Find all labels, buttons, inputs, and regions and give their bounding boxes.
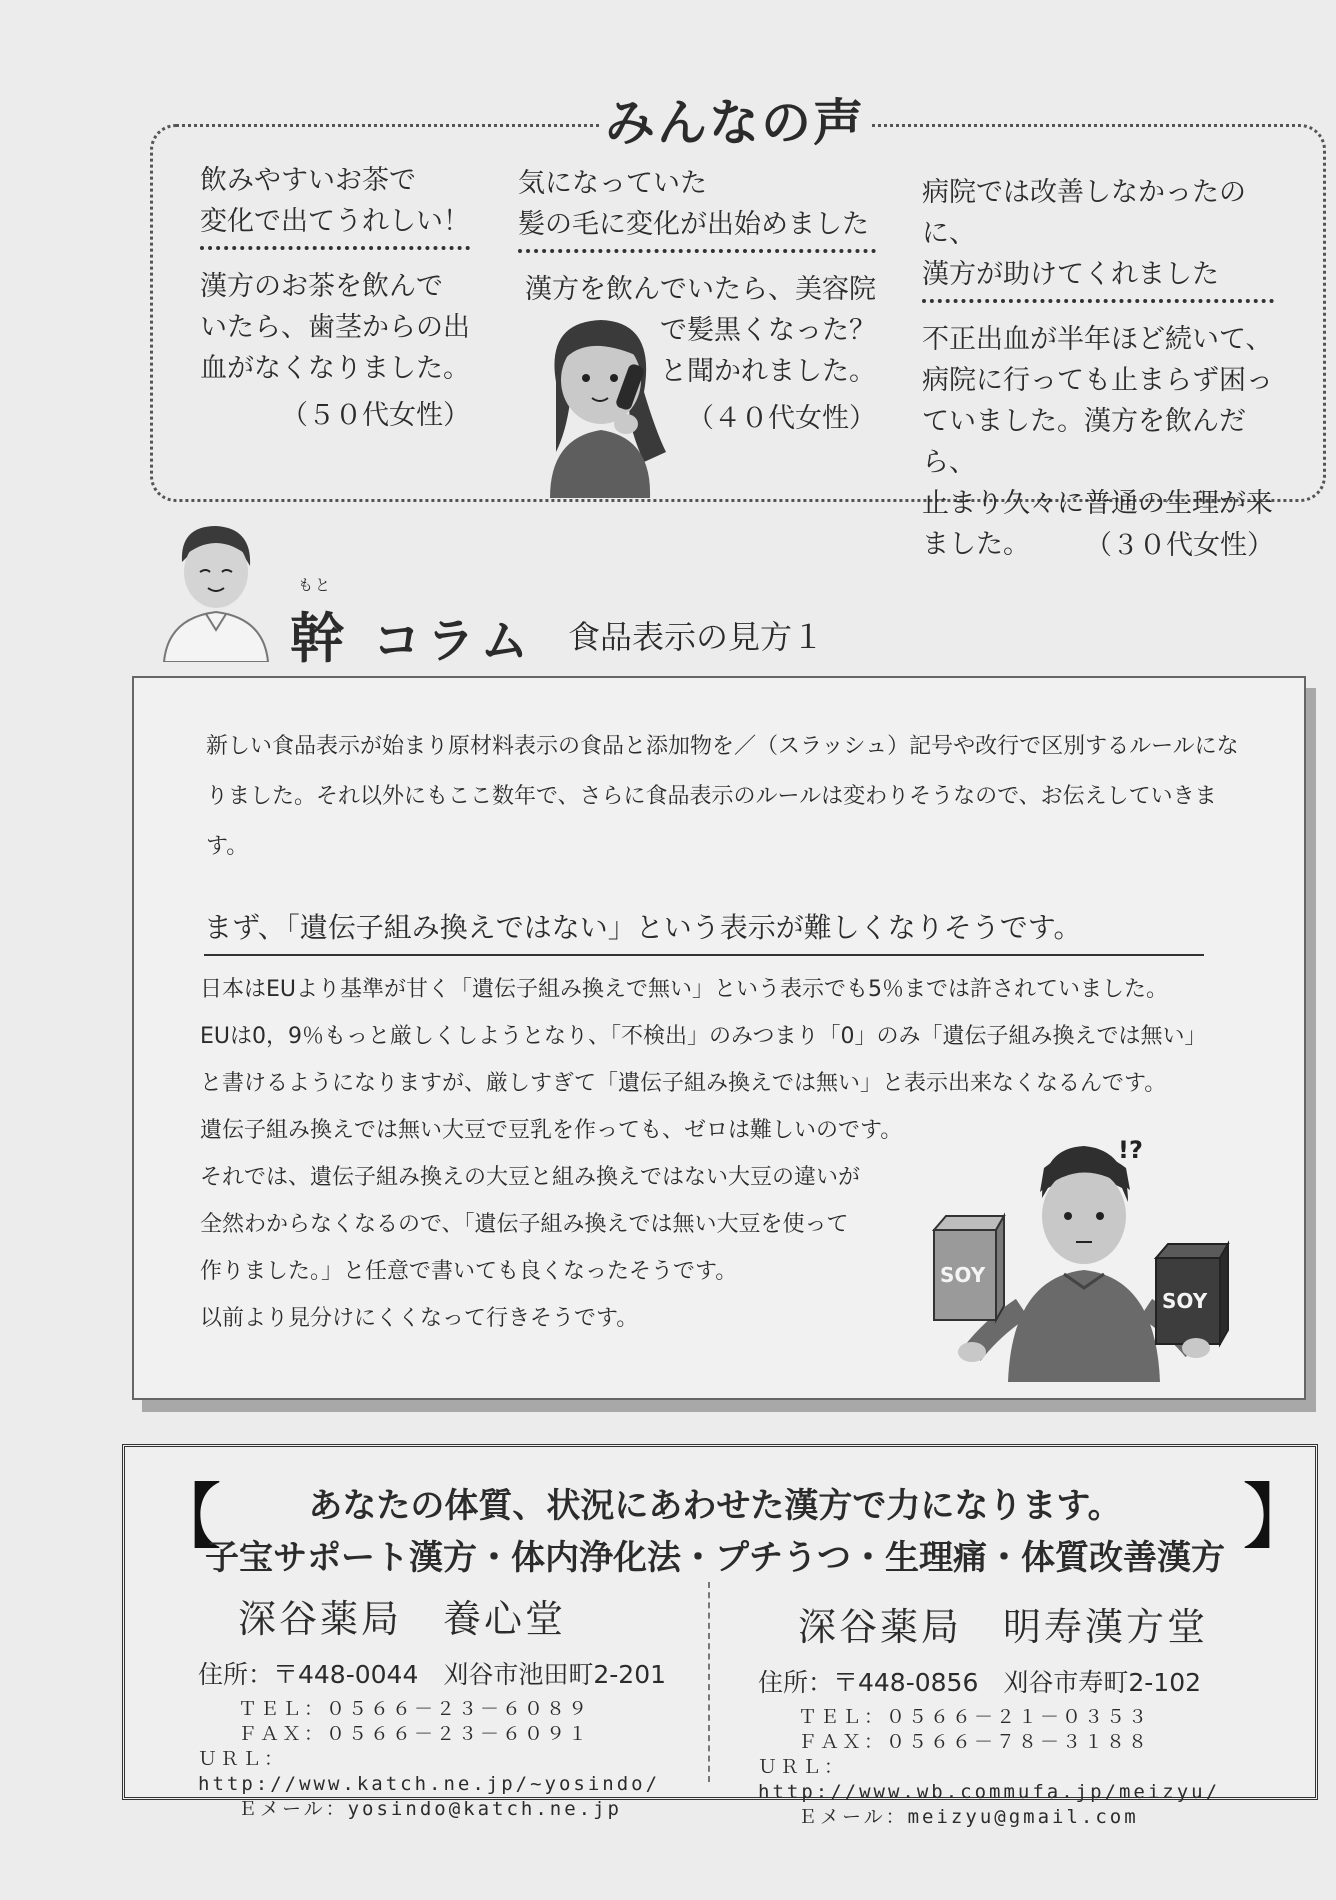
shop-address: 住所：〒448-0044 刈谷市池田町2-201 bbox=[198, 1660, 667, 1689]
voice-heading bbox=[200, 160, 470, 242]
voice-body-line: 不正出血が半年ほど続いて、 bbox=[922, 324, 1273, 355]
column-body-line: 全然わからなくなるので、「遺伝子組み換えでは無い大豆を使って bbox=[200, 1212, 849, 1237]
tagline-line: 子宝サポート漢方・体内浄化法・プチうつ・生理痛・体質改善漢方 bbox=[205, 1538, 1225, 1578]
voice-body bbox=[200, 266, 470, 389]
voice-body-line: と聞かれました。 bbox=[660, 356, 876, 387]
voice-heading-line: 髪の毛に変化が出始めました bbox=[518, 209, 869, 240]
column-title-kanji: 幹 bbox=[290, 607, 350, 670]
column-title-label: コラム bbox=[372, 613, 535, 669]
voice-heading-line: 飲みやすいお茶で bbox=[200, 165, 416, 196]
shop-email[interactable]: Ｅメール：yosindo@katch.ne.jp bbox=[238, 1798, 622, 1820]
column-body-line: 作りました。」と任意で書いても良くなったそうです。 bbox=[200, 1259, 738, 1284]
shop-tel: ＴＥＬ：０５６６－２１－０３５３ bbox=[798, 1706, 1151, 1728]
column-body-line: EUは0，9％もっと厳しくしようとなり、「不検出」のみつまり「0」のみ「遺伝子組み換えでは無い」 bbox=[200, 1024, 1207, 1049]
column-title-ruby: もと bbox=[298, 576, 333, 594]
voice-age: （３０代女性） bbox=[1085, 530, 1274, 561]
voices-title: みんなの声 bbox=[600, 88, 870, 158]
shop-name: 深谷薬局 養心堂 bbox=[238, 1597, 567, 1641]
voice-body-line: 漢方を飲んでいたら、美容院 bbox=[525, 274, 876, 305]
voice-body-line: 病院に行っても止まらず困っ bbox=[922, 365, 1273, 396]
dotted-divider bbox=[200, 246, 470, 250]
pharmacist-illustration bbox=[160, 526, 272, 662]
soy-label: SOY bbox=[1162, 1289, 1208, 1313]
dotted-divider bbox=[518, 249, 876, 253]
voice-body-line: 漢方のお茶を飲んで bbox=[200, 271, 443, 302]
bracket-right: 】 bbox=[1242, 1475, 1315, 1559]
shop-fax: ＦＡＸ：０５６６－２３－６０９１ bbox=[238, 1723, 591, 1745]
voice-age: （４０代女性） bbox=[687, 403, 876, 434]
voice-age: （５０代女性） bbox=[281, 400, 470, 431]
column-body-line: と書けるようになりますが、厳しすぎて「遺伝子組み換えでは無い」と表示出来なくなるんです。 bbox=[200, 1071, 1167, 1096]
voice-heading-line: 気になっていた bbox=[518, 168, 707, 199]
tagline-line: あなたの体質、状況にあわせた漢方で力になります。 bbox=[308, 1486, 1122, 1526]
voice-body-line: で髪黒くなった？ bbox=[660, 315, 876, 346]
shop-url[interactable]: ＵＲＬ：http://www.katch.ne.jp/~yosindo/ bbox=[198, 1748, 661, 1795]
column-body-line: それでは、遺伝子組み換えの大豆と組み換えではない大豆の違いが bbox=[200, 1165, 861, 1190]
shop-address: 住所：〒448-0856 刈谷市寿町2-102 bbox=[758, 1668, 1202, 1697]
shop-name: 深谷薬局 明寿漢方堂 bbox=[798, 1605, 1209, 1649]
soy-carton-left bbox=[934, 1216, 1004, 1320]
soy-label: SOY bbox=[940, 1263, 986, 1287]
dotted-divider bbox=[922, 299, 1274, 303]
voice-body-line: いたら、歯茎からの出 bbox=[200, 312, 470, 343]
footer-divider bbox=[708, 1582, 710, 1782]
voice-item-3 bbox=[922, 172, 1274, 566]
shop-url[interactable]: ＵＲＬ：http://www.wb.commufa.jp/meizyu/ bbox=[758, 1756, 1221, 1803]
voice-item-1 bbox=[200, 160, 470, 436]
shop-meizyu bbox=[758, 1596, 1258, 1830]
voice-heading bbox=[922, 172, 1274, 295]
footer-tagline bbox=[190, 1480, 1240, 1584]
voice-body-line: 止まり久々に普通の生理が来 bbox=[922, 488, 1273, 519]
shop-email[interactable]: Ｅメール：meizyu@gmail.com bbox=[798, 1806, 1139, 1828]
voice-heading-line: 漢方が助けてくれました bbox=[922, 259, 1219, 290]
shop-fax: ＦＡＸ：０５６６－７８－３１８８ bbox=[798, 1731, 1151, 1753]
voice-body-line: ていました。漢方を飲んだら、 bbox=[922, 406, 1246, 478]
voice-heading-line: 変化で出てうれしい！ bbox=[200, 206, 470, 237]
voice-heading-line: 病院では改善しなかったのに、 bbox=[922, 177, 1246, 249]
exclaim-text: !? bbox=[1118, 1136, 1143, 1164]
soy-carton-right bbox=[1156, 1244, 1228, 1344]
column-title bbox=[290, 576, 535, 673]
column-subheading: まず、「遺伝子組み換えではない」という表示が難しくなりそうです。 bbox=[204, 906, 1204, 956]
man-holding-soy-illustration bbox=[932, 1128, 1232, 1382]
shop-yoshindo bbox=[198, 1588, 698, 1822]
woman-brushing-hair-illustration bbox=[526, 312, 676, 498]
column-body-line: 遺伝子組み換えでは無い大豆で豆乳を作っても、ゼロは難しいのです。 bbox=[200, 1118, 903, 1143]
voice-body-line: 血がなくなりました。 bbox=[200, 353, 470, 384]
voice-body-line: ました。 bbox=[922, 529, 1030, 560]
column-intro: 新しい食品表示が始まり原材料表示の食品と添加物を／（スラッシュ）記号や改行で区別するルールになりました。それ以外にもここ数年で、さらに食品表示のルールは変わりそうなので、お伝えしていきます。 bbox=[206, 734, 1239, 859]
column-subtitle: 食品表示の見方１ bbox=[568, 618, 825, 656]
column-body-line: 以前より見分けにくくなって行きそうです。 bbox=[200, 1306, 639, 1331]
bracket-left: 【 bbox=[150, 1475, 223, 1559]
column-body-line: 日本はEUより基準が甘く「遺伝子組み換えで無い」という表示でも5％までは許されていました。 bbox=[200, 977, 1169, 1002]
shop-tel: ＴＥＬ：０５６６－２３－６０８９ bbox=[238, 1698, 591, 1720]
voice-heading bbox=[518, 163, 876, 245]
